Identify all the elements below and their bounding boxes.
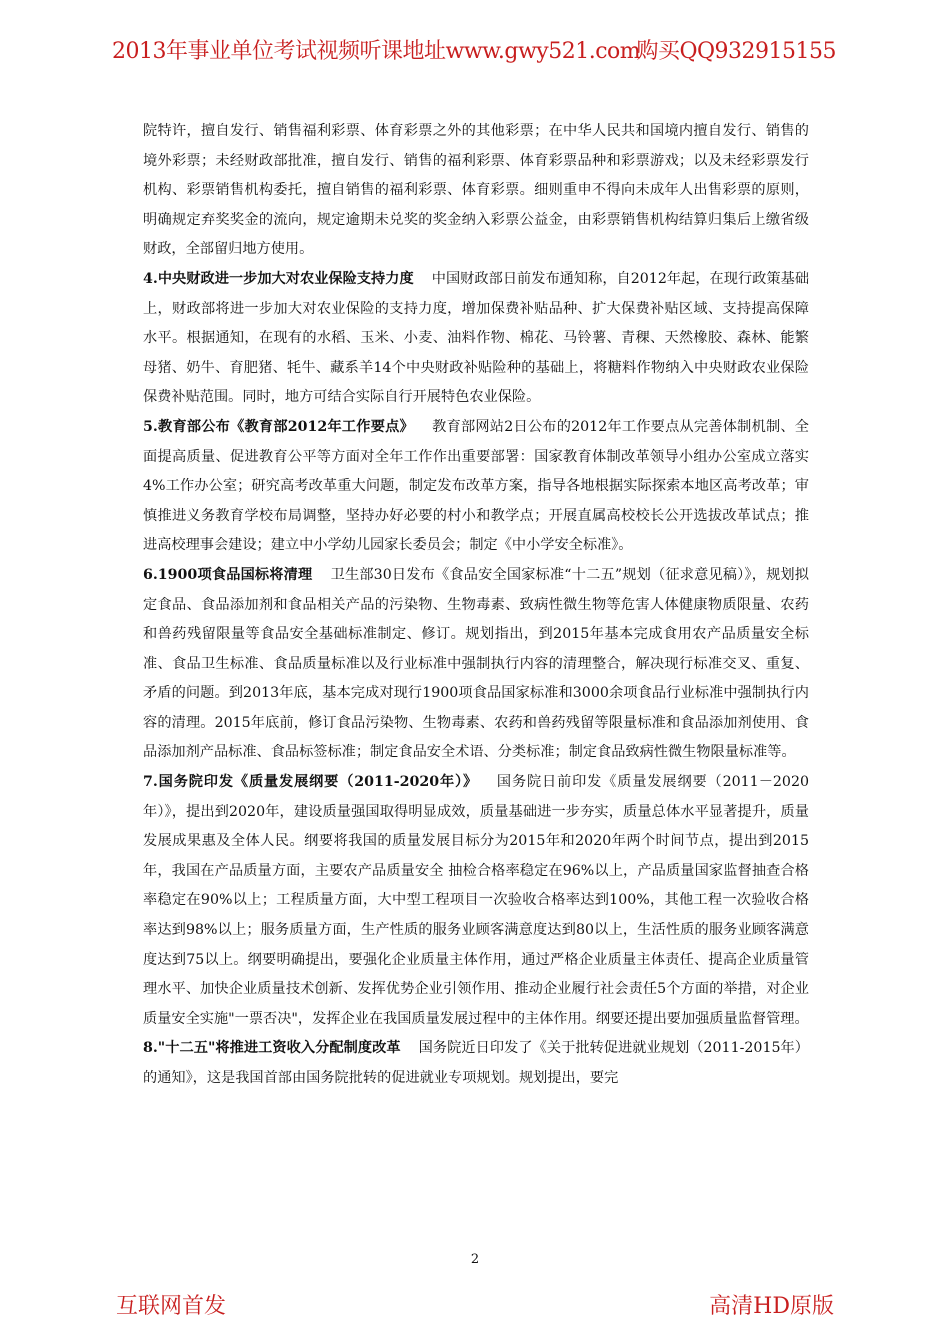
paragraph-body: 院特许，擅自发行、销售福利彩票、体育彩票之外的其他彩票；在中华人民共和国境内擅自发行、销售的境外彩票；未经财政部批准，擅自发行、销售的福利彩票、体育彩票品种和彩票游戏；以及未经彩票发行机构、彩票销售机构委托，擅自销售的福利彩票、体育彩票。细则重申不得向未成年人出售彩票的原则，明确规定弃奖奖金的流向，规定逾期未兑奖的奖金纳入彩票公益金，由彩票销售机构结算归集后上缴省级财政，全部留归地方使用。 xyxy=(143,123,809,258)
news-item-body: 卫生部30日发布《食品安全国家标准“十二五”规划（征求意见稿）》，规划拟定食品、食品添加剂和食品相关产品的污染物、生物毒素、致病性微生物等危害人体健康物质限量、农药和兽药残留限量等食品安全基础标准制定、修订。规划指出，到2015年基本完成食用农产品质量安全标准、食品卫生标准、食品质量标准以及行业标准中强制执行内容的清理整合，解决现行标准交叉、重复、矛盾的问题。到2013年底，基本完成对现行1900项食品国家标准和3000余项食品行业标准中强制执行内容的清理。2015年底前，修订食品污染物、生物毒素、农药和兽药残留等限量标准和食品添加剂使用、食品添加剂产品标准、食品标签标准；制定食品安全术语、分类标准；制定食品致病性微生物限量标准等。 xyxy=(143,566,809,761)
news-item-title: 8."十二五"将推进工资收入分配制度改革 xyxy=(143,1040,401,1057)
news-item-title: 4.中央财政进一步加大对农业保险支持力度 xyxy=(143,270,414,287)
news-item-8 xyxy=(143,1034,809,1093)
news-item-title: 5.教育部公布《教育部2012年工作要点》 xyxy=(143,418,414,435)
news-item-body: 国务院日前印发《质量发展纲要（2011－2020年）》，提出到2020年，建设质量强国取得明显成效，质量基础进一步夯实，质量总体水平显著提升，质量发展成果惠及全体人民。纲要将我国的质量发展目标分为2015年和2020年两个时间节点，提出到2015年，我国在产品质量方面，主要农产品质量安全 抽检合格率稳定在96%以上，产品质量国家监督抽查合格率稳定在90%以上；工程质量方面，大中型工程项目一次验收合格率达到100%，其他工程一次验收合格率达到98%以上；服务质量方面，生产性质的服务业顾客满意度达到80以上，生活性质的服务业顾客满意度达到75以上。纲要明确提出，要强化企业质量主体作用，通过严格企业质量主体责任、提高企业质量管理水平、加快企业质量技术创新、发挥优势企业引领作用、推动企业履行社会责任5个方面的举措，对企业质量安全实施"一票否决"，发挥企业在我国质量发展过程中的主体作用。纲要还提出要加强质量监督管理。 xyxy=(143,774,810,1027)
news-item-6 xyxy=(143,561,809,768)
paragraph-continued xyxy=(143,117,809,265)
news-item-5 xyxy=(143,413,809,561)
header-qq-text: 购买QQ932915155 xyxy=(636,39,836,64)
footer-left-text: 互联网首发 xyxy=(116,1294,227,1319)
page-number: 2 xyxy=(470,1252,480,1267)
header-website-text: 2013年事业单位考试视频听课地址www.gwy521.com xyxy=(112,39,641,64)
news-item-4 xyxy=(143,265,809,413)
news-item-title: 7.国务院印发《质量发展纲要（2011-2020年）》 xyxy=(143,774,479,791)
news-item-body: 国务院近日印发了《关于批转促进就业规划（2011-2015年）的通知》，这是我国首部由国务院批转的促进就业专项规划。规划提出，要完 xyxy=(143,1040,809,1086)
news-item-title: 6.1900项食品国标将清理 xyxy=(143,566,313,583)
news-item-7 xyxy=(143,768,809,1034)
news-item-body: 教育部网站2日公布的2012年工作要点从完善体制机制、全面提高质量、促进教育公平等方面对全年工作作出重要部署：国家教育体制改革领导小组办公室成立落实4%工作办公室；研究高考改革重大问题，制定发布改革方案，指导各地根据实际探索本地区高考改革；审慎推进义务教育学校布局调整，坚持办好必要的村小和教学点；开展直属高校校长公开选拔改革试点；推进高校理事会建设；建立中小学幼儿园家长委员会；制定《中小学安全标准》。 xyxy=(143,418,809,554)
footer-right-text: 高清HD原版 xyxy=(709,1294,834,1319)
document-body xyxy=(143,117,809,1094)
news-item-body: 中国财政部日前发布通知称，自2012年起，在现行政策基础上，财政部将进一步加大对农业保险的支持力度，增加保费补贴品种、扩大保费补贴区域、支持提高保障水平。根据通知，在现有的水稻、玉米、小麦、油料作物、棉花、马铃薯、青稞、天然橡胶、森林、能繁母猪、奶牛、育肥猪、牦牛、藏系羊14个中央财政补贴险种的基础上，将糖料作物纳入中央财政农业保险保费补贴范围。同时，地方可结合实际自行开展特色农业保险。 xyxy=(143,270,810,406)
